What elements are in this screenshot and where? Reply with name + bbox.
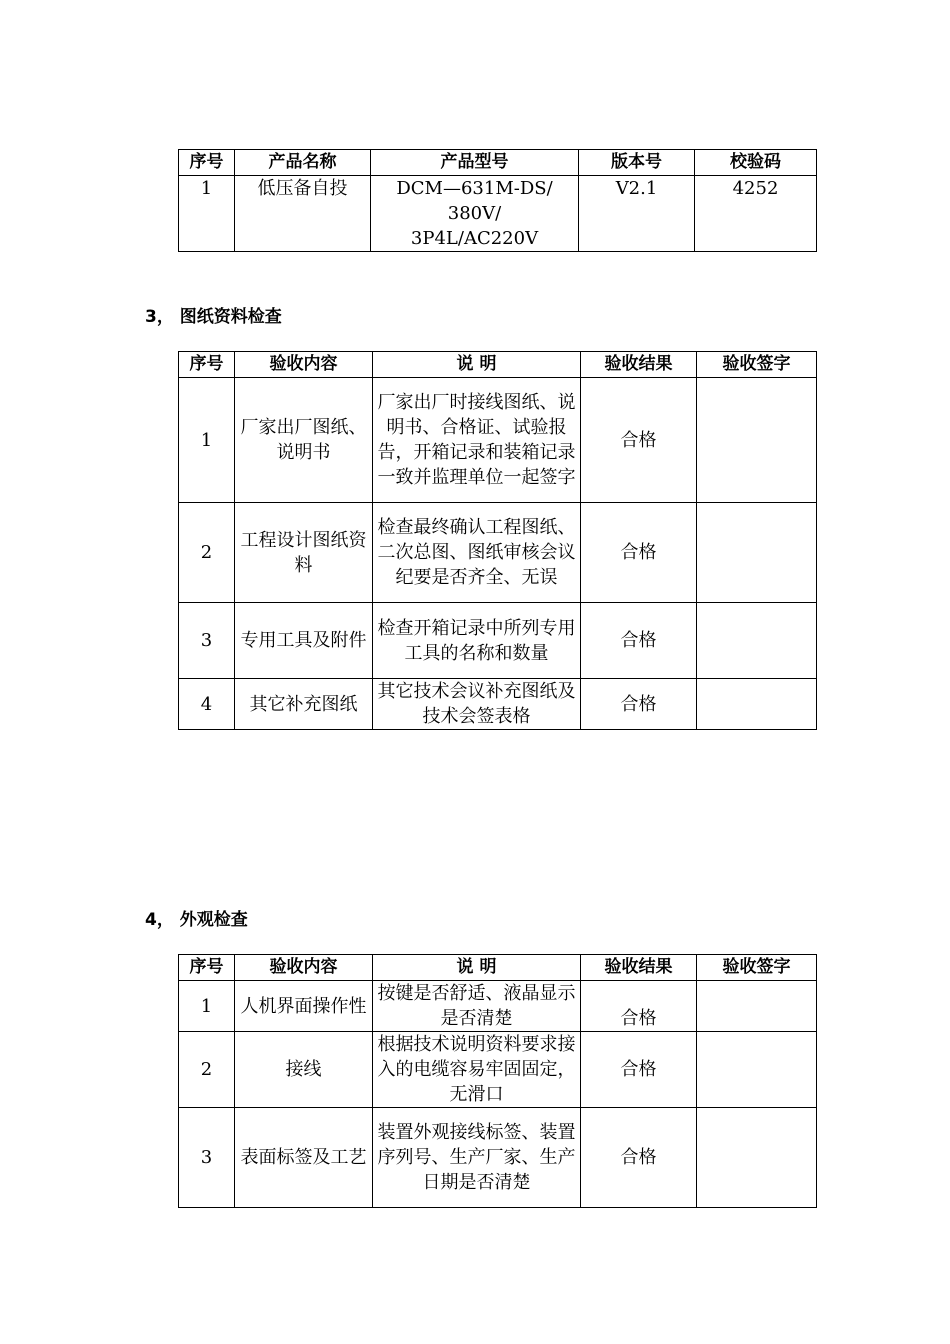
table-header-row [179, 150, 817, 176]
header-cell: 序号 [179, 150, 235, 176]
check-description: 检查开箱记录中所列专用工具的名称和数量 [373, 603, 581, 679]
section-title: 3， 图纸资料检查 [145, 307, 282, 327]
table-row [179, 1108, 817, 1208]
table-header-row [179, 352, 817, 378]
checksum: 4252 [695, 176, 817, 252]
row-number: 1 [179, 981, 235, 1032]
check-result: 合格 [581, 1108, 697, 1208]
table-row [179, 981, 817, 1032]
header-cell: 验收结果 [581, 955, 697, 981]
check-content: 专用工具及附件 [235, 603, 373, 679]
header-cell: 产品型号 [371, 150, 579, 176]
signature-cell [697, 1108, 817, 1208]
table-row [179, 378, 817, 503]
header-cell: 验收签字 [697, 955, 817, 981]
signature-cell [697, 1032, 817, 1108]
table-header-row [179, 955, 817, 981]
model-line: DCM—631M-DS/ [396, 178, 553, 199]
header-cell: 序号 [179, 352, 235, 378]
signature-cell [697, 603, 817, 679]
table-row [179, 176, 817, 252]
header-cell: 验收内容 [235, 352, 373, 378]
product-name: 低压备自投 [235, 176, 371, 252]
row-number: 4 [179, 679, 235, 730]
signature-cell [697, 378, 817, 503]
header-cell: 验收结果 [581, 352, 697, 378]
header-cell: 验收内容 [235, 955, 373, 981]
table-row [179, 503, 817, 603]
header-cell: 验收签字 [697, 352, 817, 378]
model-line: 380V/ [447, 203, 502, 224]
header-cell: 说 明 [373, 352, 581, 378]
check-result: 合格 [581, 1032, 697, 1108]
row-number: 2 [179, 503, 235, 603]
signature-cell [697, 679, 817, 730]
check-description: 检查最终确认工程图纸、二次总图、图纸审核会议纪要是否齐全、无误 [373, 503, 581, 603]
header-cell: 校验码 [695, 150, 817, 176]
check-description: 其它技术会议补充图纸及技术会签表格 [373, 679, 581, 730]
row-number: 3 [179, 603, 235, 679]
check-content: 表面标签及工艺 [235, 1108, 373, 1208]
section-title: 4， 外观检查 [145, 910, 248, 930]
row-number: 1 [179, 176, 235, 252]
model-line: 3P4L/AC220V [410, 228, 539, 249]
check-result: 合格 [581, 378, 697, 503]
check-content: 接线 [235, 1032, 373, 1108]
check-content: 人机界面操作性 [235, 981, 373, 1032]
check-result: 合格 [581, 679, 697, 730]
appearance-check-table [178, 954, 817, 1208]
check-result: 合格 [581, 503, 697, 603]
row-number: 2 [179, 1032, 235, 1108]
table-row [179, 679, 817, 730]
signature-cell [697, 503, 817, 603]
header-cell: 产品名称 [235, 150, 371, 176]
table-row [179, 1032, 817, 1108]
product-model [371, 176, 579, 252]
check-description: 装置外观接线标签、装置序列号、生产厂家、生产日期是否清楚 [373, 1108, 581, 1208]
drawing-docs-table [178, 351, 817, 730]
header-cell: 说 明 [373, 955, 581, 981]
check-content: 厂家出厂图纸、说明书 [235, 378, 373, 503]
check-description: 按键是否舒适、液晶显示是否清楚 [373, 981, 581, 1032]
version: V2.1 [579, 176, 695, 252]
row-number: 3 [179, 1108, 235, 1208]
check-description: 厂家出厂时接线图纸、说明书、合格证、试验报告，开箱记录和装箱记录一致并监理单位一起签字 [373, 378, 581, 503]
signature-cell [697, 981, 817, 1032]
check-content: 工程设计图纸资料 [235, 503, 373, 603]
check-content: 其它补充图纸 [235, 679, 373, 730]
product-table [178, 149, 817, 252]
header-cell: 版本号 [579, 150, 695, 176]
header-cell: 序号 [179, 955, 235, 981]
check-result: 合格 [581, 603, 697, 679]
check-result: 合格 [581, 981, 697, 1032]
check-description: 根据技术说明资料要求接入的电缆容易牢固固定，无滑口 [373, 1032, 581, 1108]
table-row [179, 603, 817, 679]
row-number: 1 [179, 378, 235, 503]
